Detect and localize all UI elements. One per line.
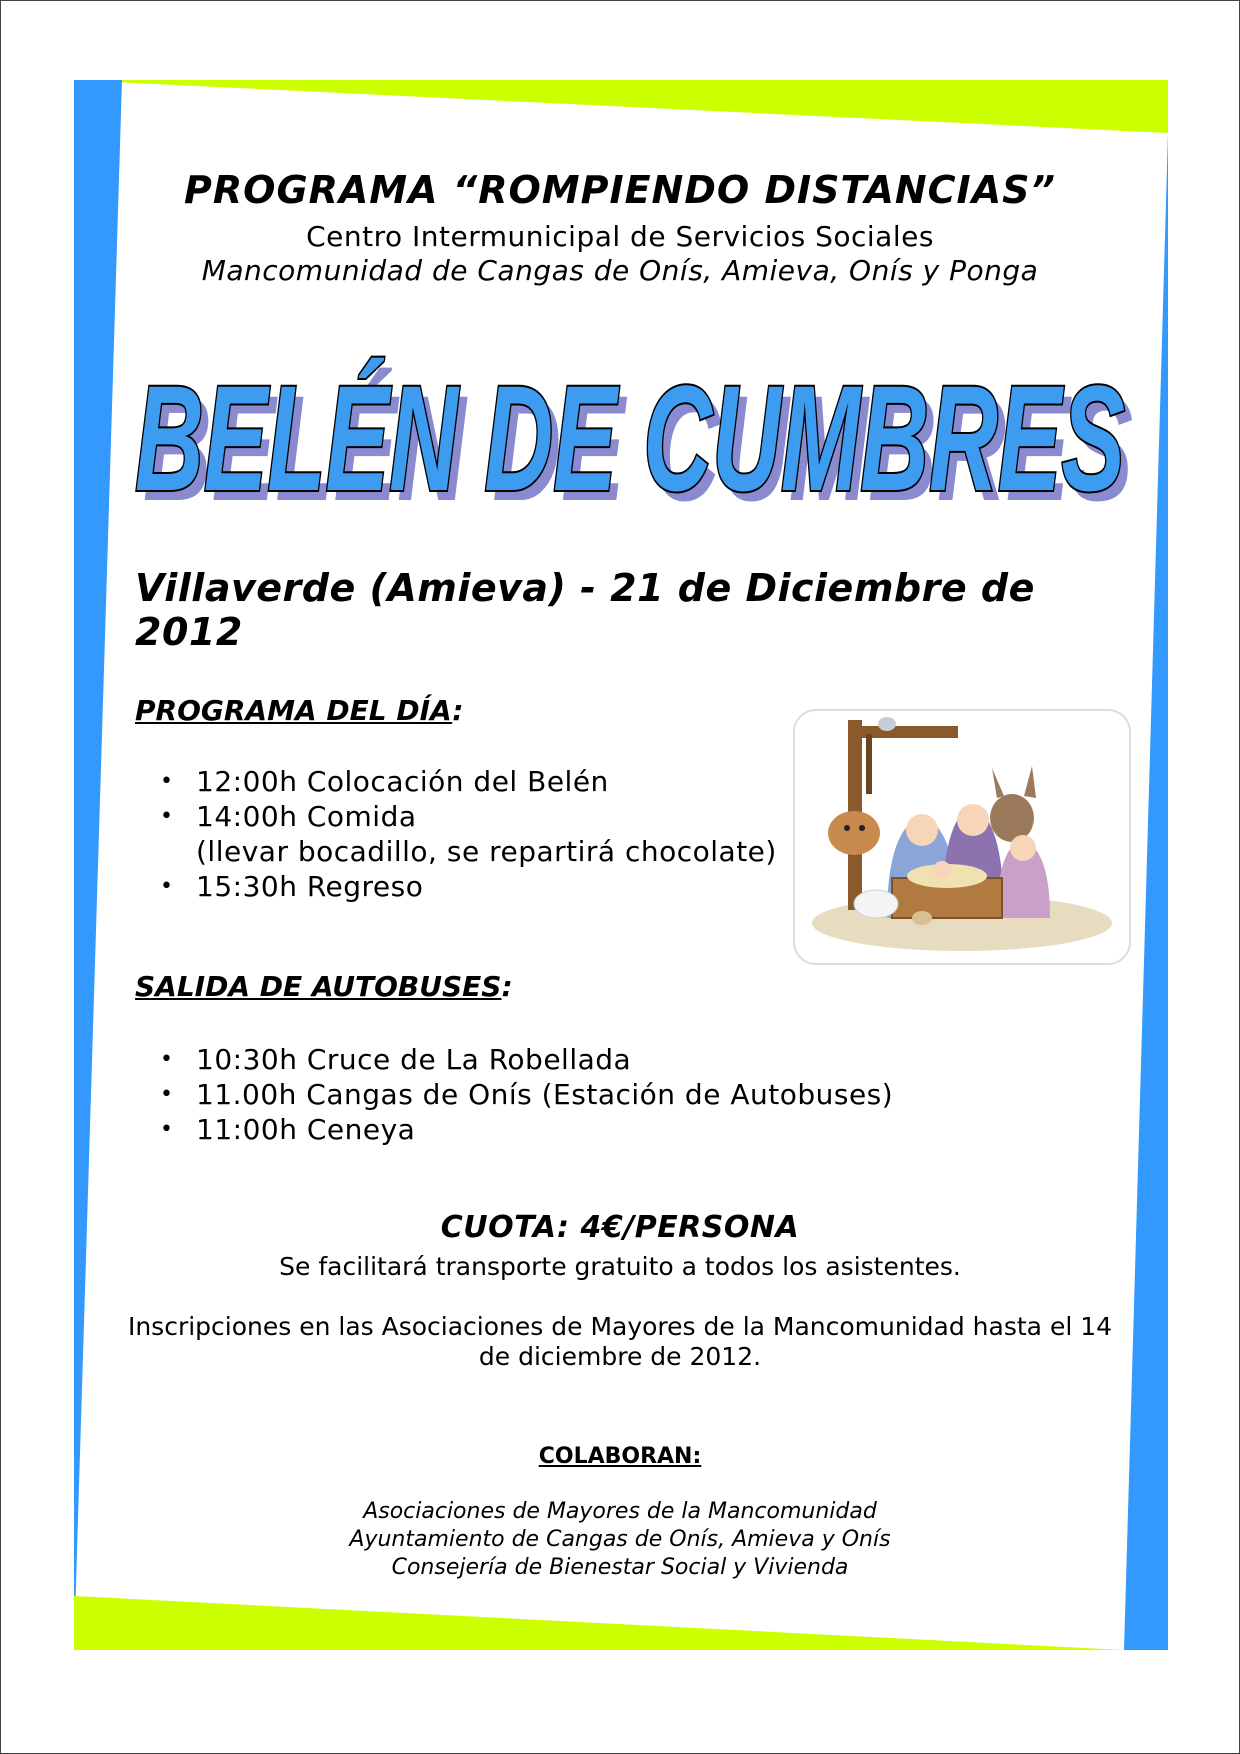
cuota-note: Se facilitará transporte gratuito a todos los asistentes.	[279, 1252, 961, 1281]
list-item: • 10:30h Cruce de La Robellada	[160, 1042, 893, 1077]
place-and-date: Villaverde (Amieva) - 21 de Diciembre de 2012	[135, 566, 1035, 654]
colaboran-heading-text: COLABORAN	[538, 1444, 693, 1469]
cuota-label: CUOTA: 4€/PERSONA	[440, 1210, 800, 1245]
programa-heading	[135, 694, 463, 727]
list-item-continuation: (llevar bocadillo, se repartirá chocolate)	[196, 835, 777, 868]
programa-heading-colon: :	[452, 694, 464, 727]
autobuses-heading	[135, 970, 513, 1003]
event-title-shadow: BELÉN DE CUMBRES	[143, 364, 1133, 525]
program-title: PROGRAMA “ROMPIENDO DISTANCIAS”	[184, 168, 1056, 212]
list-item: • 12:00h Colocación del Belén	[160, 764, 777, 799]
list-item: • 11.00h Cangas de Onís (Estación de Autobuses)	[160, 1077, 893, 1112]
colaboran-heading-colon: :	[692, 1444, 702, 1469]
colaboran-item: Consejería de Bienestar Social y Vivienda	[391, 1555, 849, 1580]
event-title	[120, 325, 1140, 525]
nativity-scene-illustration	[792, 708, 1132, 966]
autobuses-list	[160, 1042, 893, 1147]
programa-list	[160, 764, 777, 904]
colaboran-item: Asociaciones de Mayores de la Mancomunidad	[363, 1499, 877, 1524]
autobuses-heading-colon: :	[501, 970, 513, 1003]
colaboran-item: Ayuntamiento de Cangas de Onís, Amieva y Onís	[349, 1527, 891, 1552]
list-item: • 15:30h Regreso	[160, 869, 777, 904]
programa-heading-text: PROGRAMA DEL DÍA	[135, 694, 453, 727]
autobuses-heading-text: SALIDA DE AUTOBUSES	[135, 970, 502, 1003]
center-name: Centro Intermunicipal de Servicios Sociales	[306, 220, 934, 253]
inscripciones-line: de diciembre de 2012.	[478, 1342, 762, 1371]
list-item: • 14:00h Comida	[160, 799, 777, 834]
event-title-text: BELÉN DE CUMBRES	[135, 354, 1125, 522]
colaboran-heading	[0, 1444, 1240, 1469]
inscripciones-text	[0, 1312, 1240, 1372]
list-item: • 11:00h Ceneya	[160, 1112, 893, 1147]
inscripciones-line: Inscripciones en las Asociaciones de Mayores de la Mancomunidad hasta el 14	[127, 1312, 1113, 1341]
mancomunidad-name: Mancomunidad de Cangas de Onís, Amieva, Onís y Ponga	[201, 254, 1039, 287]
